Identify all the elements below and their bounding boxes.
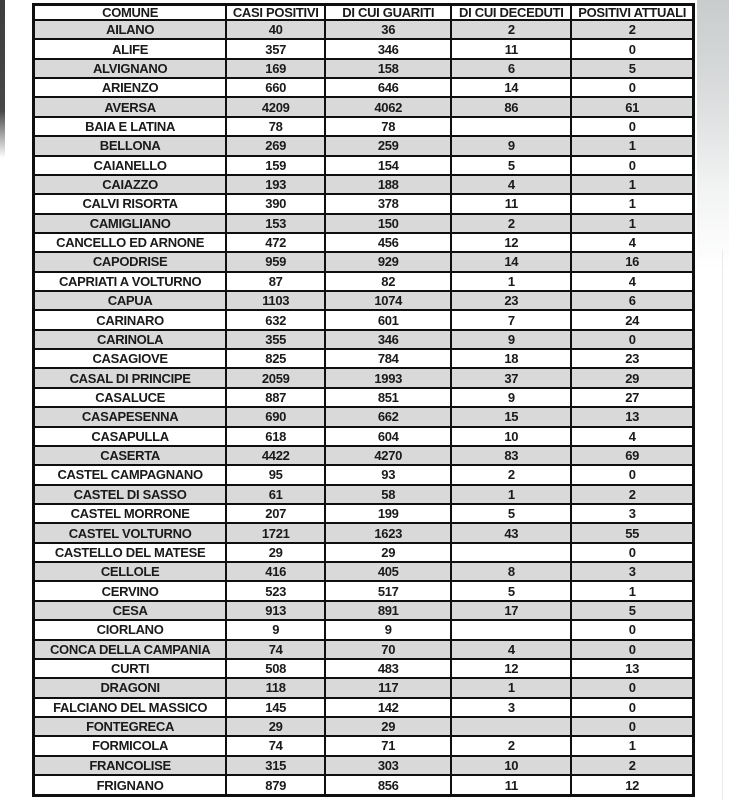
positivi-attuali-cell: 0 [571,620,693,639]
di-cui-deceduti-cell [451,717,571,736]
positivi-attuali-cell: 1 [571,175,693,194]
table-row [34,136,694,155]
comune-cell: CAIAZZO [34,175,227,194]
positivi-attuali-cell: 1 [571,581,693,600]
comune-cell: ALIFE [34,39,227,58]
casi-positivi-cell: 2059 [226,368,325,387]
positivi-attuali-cell: 13 [571,407,693,426]
di-cui-deceduti-cell: 7 [451,310,571,329]
table-row [34,330,694,349]
positivi-attuali-cell: 27 [571,388,693,407]
comune-cell: FORMICOLA [34,736,227,755]
table-row [34,272,694,291]
positivi-attuali-cell: 5 [571,601,693,620]
di-cui-deceduti-cell [451,117,571,136]
di-cui-guariti-cell: 662 [325,407,451,426]
casi-positivi-cell: 1721 [226,523,325,542]
casi-positivi-cell: 74 [226,640,325,659]
di-cui-deceduti-cell: 12 [451,233,571,252]
comune-cell: CURTI [34,659,227,678]
di-cui-deceduti-cell: 2 [451,465,571,484]
di-cui-deceduti-cell: 9 [451,136,571,155]
comune-cell: CANCELLO ED ARNONE [34,233,227,252]
casi-positivi-cell: 169 [226,59,325,78]
comune-cell: CESA [34,601,227,620]
positivi-attuali-cell: 1 [571,214,693,233]
comune-cell: CARINOLA [34,330,227,349]
di-cui-deceduti-cell: 5 [451,504,571,523]
table-row [34,97,694,116]
table-row [34,698,694,717]
di-cui-guariti-cell: 154 [325,156,451,175]
positivi-attuali-cell: 1 [571,194,693,213]
di-cui-deceduti-cell: 1 [451,678,571,697]
comune-cell: CASTEL MORRONE [34,504,227,523]
di-cui-deceduti-cell: 5 [451,581,571,600]
di-cui-deceduti-cell: 10 [451,427,571,446]
table-row [34,233,694,252]
casi-positivi-cell: 78 [226,117,325,136]
di-cui-guariti-cell: 517 [325,581,451,600]
di-cui-deceduti-cell: 43 [451,523,571,542]
table-row [34,388,694,407]
table-row [34,117,694,136]
table-row [34,678,694,697]
di-cui-guariti-cell: 4270 [325,446,451,465]
positivi-attuali-cell: 24 [571,310,693,329]
di-cui-deceduti-cell: 14 [451,252,571,271]
positivi-attuali-cell: 23 [571,349,693,368]
table-row [34,252,694,271]
di-cui-guariti-cell: 158 [325,59,451,78]
di-cui-guariti-cell: 199 [325,504,451,523]
casi-positivi-cell: 29 [226,543,325,562]
di-cui-guariti-cell: 188 [325,175,451,194]
di-cui-deceduti-cell: 83 [451,446,571,465]
comune-cell: CASTEL CAMPAGNANO [34,465,227,484]
table-row [34,601,694,620]
casi-positivi-cell: 74 [226,736,325,755]
di-cui-guariti-cell: 4062 [325,97,451,116]
positivi-attuali-cell: 0 [571,698,693,717]
casi-positivi-cell: 355 [226,330,325,349]
di-cui-guariti-cell: 150 [325,214,451,233]
comune-cell: CAIANELLO [34,156,227,175]
di-cui-guariti-cell: 259 [325,136,451,155]
positivi-attuali-cell: 55 [571,523,693,542]
di-cui-deceduti-cell: 2 [451,214,571,233]
table-row [34,562,694,581]
casi-positivi-cell: 153 [226,214,325,233]
positivi-attuali-cell: 0 [571,156,693,175]
di-cui-deceduti-cell: 1 [451,272,571,291]
table-row [34,175,694,194]
comune-cell: CALVI RISORTA [34,194,227,213]
di-cui-guariti-cell: 117 [325,678,451,697]
di-cui-guariti-cell: 929 [325,252,451,271]
di-cui-deceduti-cell: 18 [451,349,571,368]
di-cui-guariti-cell: 346 [325,39,451,58]
table-row [34,543,694,562]
di-cui-guariti-cell: 303 [325,756,451,775]
comune-cell: CASAPESENNA [34,407,227,426]
table-row [34,523,694,542]
positivi-attuali-cell: 61 [571,97,693,116]
positivi-attuali-cell: 1 [571,736,693,755]
casi-positivi-cell: 145 [226,698,325,717]
di-cui-guariti-cell: 70 [325,640,451,659]
casi-positivi-cell: 159 [226,156,325,175]
di-cui-deceduti-cell: 9 [451,388,571,407]
di-cui-deceduti-cell: 15 [451,407,571,426]
di-cui-deceduti-cell: 3 [451,698,571,717]
casi-positivi-cell: 887 [226,388,325,407]
table-header-row [34,5,694,21]
di-cui-guariti-cell: 9 [325,620,451,639]
di-cui-deceduti-cell: 4 [451,175,571,194]
comune-cell: CERVINO [34,581,227,600]
di-cui-guariti-cell: 78 [325,117,451,136]
di-cui-guariti-cell: 378 [325,194,451,213]
casi-positivi-cell: 913 [226,601,325,620]
positivi-attuali-cell: 3 [571,562,693,581]
table-row [34,717,694,736]
comune-cell: CASAPULLA [34,427,227,446]
table-row [34,504,694,523]
di-cui-guariti-cell: 29 [325,543,451,562]
casi-positivi-cell: 357 [226,39,325,58]
column-header-di-cui-deceduti: DI CUI DECEDUTI [451,5,571,21]
positivi-attuali-cell: 2 [571,20,693,39]
di-cui-guariti-cell: 604 [325,427,451,446]
positivi-attuali-cell: 5 [571,59,693,78]
di-cui-deceduti-cell: 12 [451,659,571,678]
positivi-attuali-cell: 2 [571,756,693,775]
di-cui-guariti-cell: 1623 [325,523,451,542]
comune-cell: CELLOLE [34,562,227,581]
table-row [34,291,694,310]
casi-positivi-cell: 40 [226,20,325,39]
table-row [34,775,694,795]
table-row [34,581,694,600]
di-cui-guariti-cell: 856 [325,775,451,795]
di-cui-guariti-cell: 784 [325,349,451,368]
casi-positivi-cell: 95 [226,465,325,484]
positivi-attuali-cell: 0 [571,78,693,97]
di-cui-deceduti-cell: 17 [451,601,571,620]
positivi-attuali-cell: 1 [571,136,693,155]
di-cui-deceduti-cell: 4 [451,640,571,659]
comune-cell: ARIENZO [34,78,227,97]
di-cui-deceduti-cell: 2 [451,736,571,755]
comune-cell: CARINARO [34,310,227,329]
di-cui-deceduti-cell [451,620,571,639]
table-row [34,156,694,175]
di-cui-deceduti-cell: 8 [451,562,571,581]
table-row [34,368,694,387]
positivi-attuali-cell: 4 [571,427,693,446]
table-row [34,446,694,465]
casi-positivi-cell: 193 [226,175,325,194]
table-row [34,620,694,639]
di-cui-deceduti-cell: 11 [451,194,571,213]
di-cui-deceduti-cell: 11 [451,39,571,58]
table-row [34,427,694,446]
casi-positivi-cell: 959 [226,252,325,271]
casi-positivi-cell: 29 [226,717,325,736]
comune-cell: CAPRIATI A VOLTURNO [34,272,227,291]
table-row [34,349,694,368]
comune-cell: AVERSA [34,97,227,116]
di-cui-deceduti-cell: 23 [451,291,571,310]
casi-positivi-cell: 87 [226,272,325,291]
di-cui-guariti-cell: 1074 [325,291,451,310]
comune-cell: FONTEGRECA [34,717,227,736]
comune-cell: CASERTA [34,446,227,465]
positivi-attuali-cell: 6 [571,291,693,310]
comune-cell: FRIGNANO [34,775,227,795]
column-header-comune: COMUNE [34,5,227,21]
positivi-attuali-cell: 12 [571,775,693,795]
di-cui-deceduti-cell: 11 [451,775,571,795]
comune-cell: CONCA DELLA CAMPANIA [34,640,227,659]
table-row [34,78,694,97]
casi-positivi-cell: 315 [226,756,325,775]
right-page-edge-line [722,250,723,800]
comune-cell: CIORLANO [34,620,227,639]
positivi-attuali-cell: 0 [571,330,693,349]
casi-positivi-cell: 523 [226,581,325,600]
casi-positivi-cell: 269 [226,136,325,155]
comune-cell: ALVIGNANO [34,59,227,78]
casi-positivi-cell: 825 [226,349,325,368]
di-cui-guariti-cell: 346 [325,330,451,349]
di-cui-guariti-cell: 646 [325,78,451,97]
comune-cell: FRANCOLISE [34,756,227,775]
di-cui-guariti-cell: 405 [325,562,451,581]
casi-positivi-cell: 508 [226,659,325,678]
casi-positivi-cell: 690 [226,407,325,426]
table-row [34,39,694,58]
table-row [34,465,694,484]
di-cui-guariti-cell: 851 [325,388,451,407]
positivi-attuali-cell: 0 [571,465,693,484]
di-cui-deceduti-cell: 9 [451,330,571,349]
comune-cell: CASTELLO DEL MATESE [34,543,227,562]
left-edge-scan-artifact [0,0,5,158]
positivi-attuali-cell: 0 [571,39,693,58]
di-cui-deceduti-cell: 14 [451,78,571,97]
table-row [34,485,694,504]
table-row [34,194,694,213]
comune-cell: BAIA E LATINA [34,117,227,136]
di-cui-guariti-cell: 601 [325,310,451,329]
table-row [34,310,694,329]
casi-positivi-cell: 416 [226,562,325,581]
positivi-attuali-cell: 69 [571,446,693,465]
casi-positivi-cell: 4209 [226,97,325,116]
table-row [34,756,694,775]
di-cui-guariti-cell: 483 [325,659,451,678]
casi-positivi-cell: 207 [226,504,325,523]
di-cui-guariti-cell: 456 [325,233,451,252]
casi-positivi-cell: 618 [226,427,325,446]
table-row [34,20,694,39]
comune-cell: CASTEL DI SASSO [34,485,227,504]
casi-positivi-cell: 632 [226,310,325,329]
casi-positivi-cell: 118 [226,678,325,697]
di-cui-guariti-cell: 1993 [325,368,451,387]
column-header-casi-positivi: CASI POSITIVI [226,5,325,21]
di-cui-deceduti-cell: 1 [451,485,571,504]
casi-positivi-cell: 61 [226,485,325,504]
di-cui-deceduti-cell: 10 [451,756,571,775]
right-page-edge-shade [697,0,729,270]
comune-cell: FALCIANO DEL MASSICO [34,698,227,717]
di-cui-guariti-cell: 891 [325,601,451,620]
casi-positivi-cell: 4422 [226,446,325,465]
casi-positivi-cell: 660 [226,78,325,97]
positivi-attuali-cell: 4 [571,233,693,252]
comune-cell: CASALUCE [34,388,227,407]
comune-cell: BELLONA [34,136,227,155]
di-cui-guariti-cell: 36 [325,20,451,39]
table-row [34,407,694,426]
positivi-attuali-cell: 3 [571,504,693,523]
positivi-attuali-cell: 29 [571,368,693,387]
di-cui-guariti-cell: 29 [325,717,451,736]
comune-cell: CAPODRISE [34,252,227,271]
column-header-di-cui-guariti: DI CUI GUARITI [325,5,451,21]
positivi-attuali-cell: 13 [571,659,693,678]
casi-positivi-cell: 472 [226,233,325,252]
positivi-attuali-cell: 2 [571,485,693,504]
comune-cell: CASAL DI PRINCIPE [34,368,227,387]
positivi-attuali-cell: 0 [571,678,693,697]
di-cui-guariti-cell: 93 [325,465,451,484]
di-cui-deceduti-cell: 5 [451,156,571,175]
casi-positivi-cell: 879 [226,775,325,795]
di-cui-deceduti-cell: 2 [451,20,571,39]
table-row [34,659,694,678]
comune-cell: CASAGIOVE [34,349,227,368]
table-row [34,640,694,659]
comune-cell: CASTEL VOLTURNO [34,523,227,542]
casi-positivi-cell: 1103 [226,291,325,310]
di-cui-guariti-cell: 82 [325,272,451,291]
comune-cell: CAPUA [34,291,227,310]
column-header-positivi-attuali: POSITIVI ATTUALI [571,5,693,21]
comune-cell: DRAGONI [34,678,227,697]
table-row [34,214,694,233]
di-cui-deceduti-cell: 86 [451,97,571,116]
casi-positivi-cell: 390 [226,194,325,213]
table-row [34,736,694,755]
di-cui-guariti-cell: 71 [325,736,451,755]
positivi-attuali-cell: 0 [571,717,693,736]
di-cui-deceduti-cell: 6 [451,59,571,78]
di-cui-guariti-cell: 58 [325,485,451,504]
positivi-attuali-cell: 0 [571,640,693,659]
covid-comuni-table [32,3,695,797]
di-cui-guariti-cell: 142 [325,698,451,717]
di-cui-deceduti-cell [451,543,571,562]
positivi-attuali-cell: 0 [571,543,693,562]
comune-cell: AILANO [34,20,227,39]
positivi-attuali-cell: 4 [571,272,693,291]
comune-cell: CAMIGLIANO [34,214,227,233]
table-row [34,59,694,78]
casi-positivi-cell: 9 [226,620,325,639]
positivi-attuali-cell: 0 [571,117,693,136]
positivi-attuali-cell: 16 [571,252,693,271]
di-cui-deceduti-cell: 37 [451,368,571,387]
